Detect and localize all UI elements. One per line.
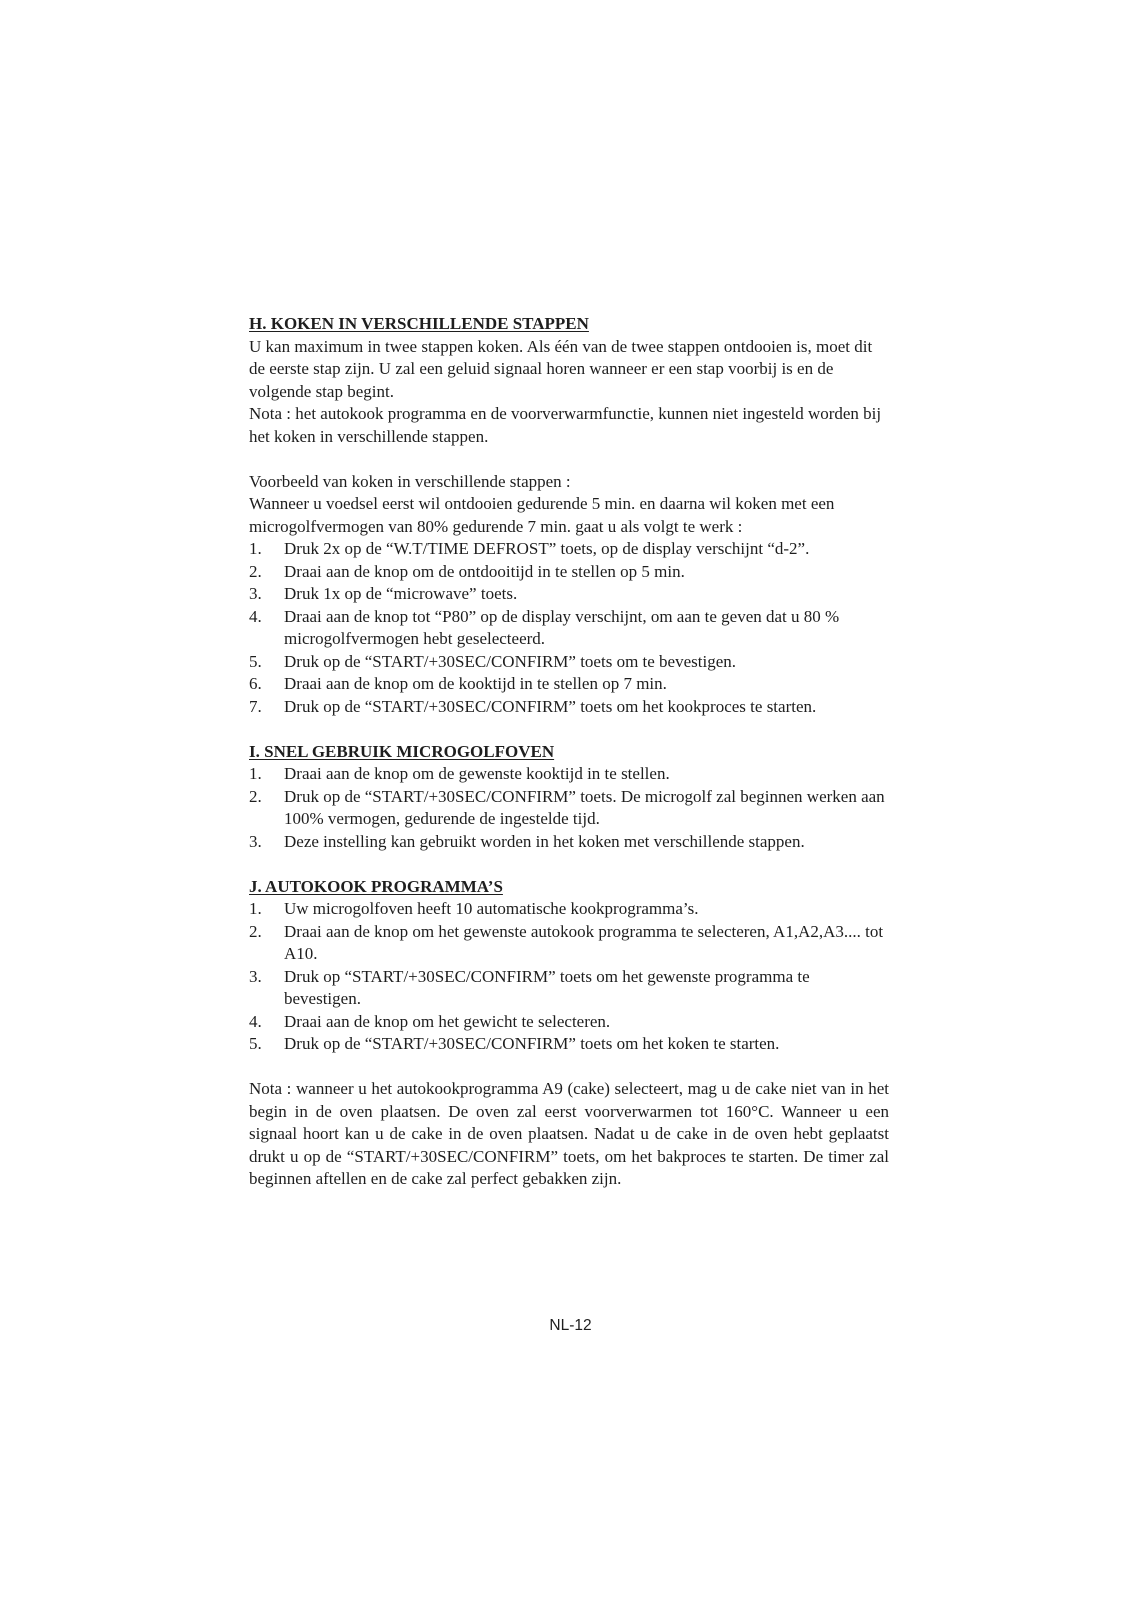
list-item-number: 6. — [249, 674, 262, 693]
list-item-number: 2. — [249, 921, 262, 941]
list-item-text: Draai aan de knop om de ontdooitijd in te stellen op 5 min. — [284, 561, 685, 581]
document-page — [249, 313, 889, 1191]
list-item-text: Draai aan de knop om het gewicht te selecteren. — [284, 1011, 611, 1031]
list-item-text: Druk op de “START/+30SEC/CONFIRM” toets om het kookproces te starten. — [284, 696, 817, 716]
list-item-number: 1. — [249, 539, 262, 558]
page-number: NL-12 — [549, 1317, 592, 1334]
list-item-text: Druk op de “START/+30SEC/CONFIRM” toets om te bevestigen. — [284, 651, 737, 671]
list-item-text: Draai aan de knop tot “P80” op de display verschijnt, om aan te geven dat u 80 % microgolfvermogen hebt geselecteerd. — [284, 606, 840, 648]
list-item — [249, 583, 889, 606]
list-item — [249, 673, 889, 696]
list-item — [249, 921, 889, 966]
list-item-number: 4. — [249, 1011, 262, 1031]
list-item-text: Deze instelling kan gebruikt worden in het koken met verschillende stappen. — [284, 831, 805, 851]
list-item-number: 2. — [249, 786, 262, 806]
list-item-text: Druk 1x op de “microwave” toets. — [284, 584, 518, 603]
list-item — [249, 966, 889, 1011]
list-item-text: Draai aan de knop om de kooktijd in te stellen op 7 min. — [284, 674, 667, 693]
list-item-number: 7. — [249, 696, 262, 716]
section-h-heading: H. KOKEN IN VERSCHILLENDE STAPPEN — [249, 314, 589, 333]
section-j-heading: J. AUTOKOOK PROGRAMMA’S — [249, 876, 503, 896]
section-i-steps-list — [249, 763, 889, 853]
list-item — [249, 1033, 889, 1056]
list-item — [249, 831, 889, 854]
list-item — [249, 538, 889, 561]
section-h-steps-list — [249, 538, 889, 718]
list-item — [249, 651, 889, 674]
spacer — [249, 1056, 889, 1079]
list-item — [249, 763, 889, 786]
section-h-note: Nota : het autokook programma en de voorverwarmfunctie, kunnen niet ingesteld worden bij het koken in verschillende stappen. — [249, 404, 882, 446]
list-item-number: 3. — [249, 584, 262, 603]
section-h-intro: U kan maximum in twee stappen koken. Als één van de twee stappen ontdooien is, moet dit de eerste stap zijn. U zal een geluid signaal horen wanneer er een stap voorbij is en de volgende stap begint. — [249, 336, 873, 401]
section-j-steps-list — [249, 898, 889, 1056]
list-item-number: 5. — [249, 1034, 262, 1053]
spacer — [249, 718, 889, 741]
list-item — [249, 1011, 889, 1034]
list-item — [249, 696, 889, 719]
list-item-text: Druk op “START/+30SEC/CONFIRM” toets om het gewenste programma te bevestigen. — [284, 966, 810, 1008]
list-item — [249, 786, 889, 831]
list-item-number: 4. — [249, 606, 262, 626]
list-item-text: Druk op de “START/+30SEC/CONFIRM” toets om het koken te starten. — [284, 1034, 780, 1053]
list-item-number: 2. — [249, 561, 262, 581]
list-item-text: Draai aan de knop om het gewenste autokook programma te selecteren, A1,A2,A3.... tot A10. — [284, 921, 884, 963]
list-item — [249, 606, 889, 651]
list-item — [249, 898, 889, 921]
list-item-text: Druk op de “START/+30SEC/CONFIRM” toets. De microgolf zal beginnen werken aan 100% vermogen, gedurende de ingestelde tijd. — [284, 786, 885, 828]
list-item-text: Druk 2x op de “W.T/TIME DEFROST” toets, op de display verschijnt “d-2”. — [284, 539, 810, 558]
list-item-number: 3. — [249, 831, 262, 851]
list-item-text: Draai aan de knop om de gewenste kooktijd in te stellen. — [284, 764, 670, 783]
section-j-note: Nota : wanneer u het autokookprogramma A9 (cake) selecteert, mag u de cake niet van in het begin in de oven plaatsen. De oven zal eerst voorverwarmen tot 160°C. Wanneer u een signaal hoort kan u de cake in de oven plaatsen. Nadat u de cake in de oven hebt geplaatst drukt u op de “START/+30SEC/CONFIRM” toets, om het bakproces te starten. De timer zal beginnen aftellen en de cake zal perfect gebakken zijn. — [249, 1079, 889, 1188]
list-item-number: 5. — [249, 651, 262, 671]
list-item-number: 1. — [249, 764, 262, 783]
spacer — [249, 853, 889, 876]
section-i-heading: I. SNEL GEBRUIK MICROGOLFOVEN — [249, 741, 555, 761]
section-h-example-title: Voorbeeld van koken in verschillende stappen : — [249, 471, 571, 491]
spacer — [249, 448, 889, 471]
list-item-text: Uw microgolfoven heeft 10 automatische kookprogramma’s. — [284, 899, 699, 918]
list-item — [249, 561, 889, 584]
list-item-number: 1. — [249, 899, 262, 918]
section-h-example-text: Wanneer u voedsel eerst wil ontdooien gedurende 5 min. en daarna wil koken met een microgolfvermogen van 80% gedurende 7 min. gaat u als volgt te werk : — [249, 494, 835, 536]
list-item-number: 3. — [249, 966, 262, 986]
